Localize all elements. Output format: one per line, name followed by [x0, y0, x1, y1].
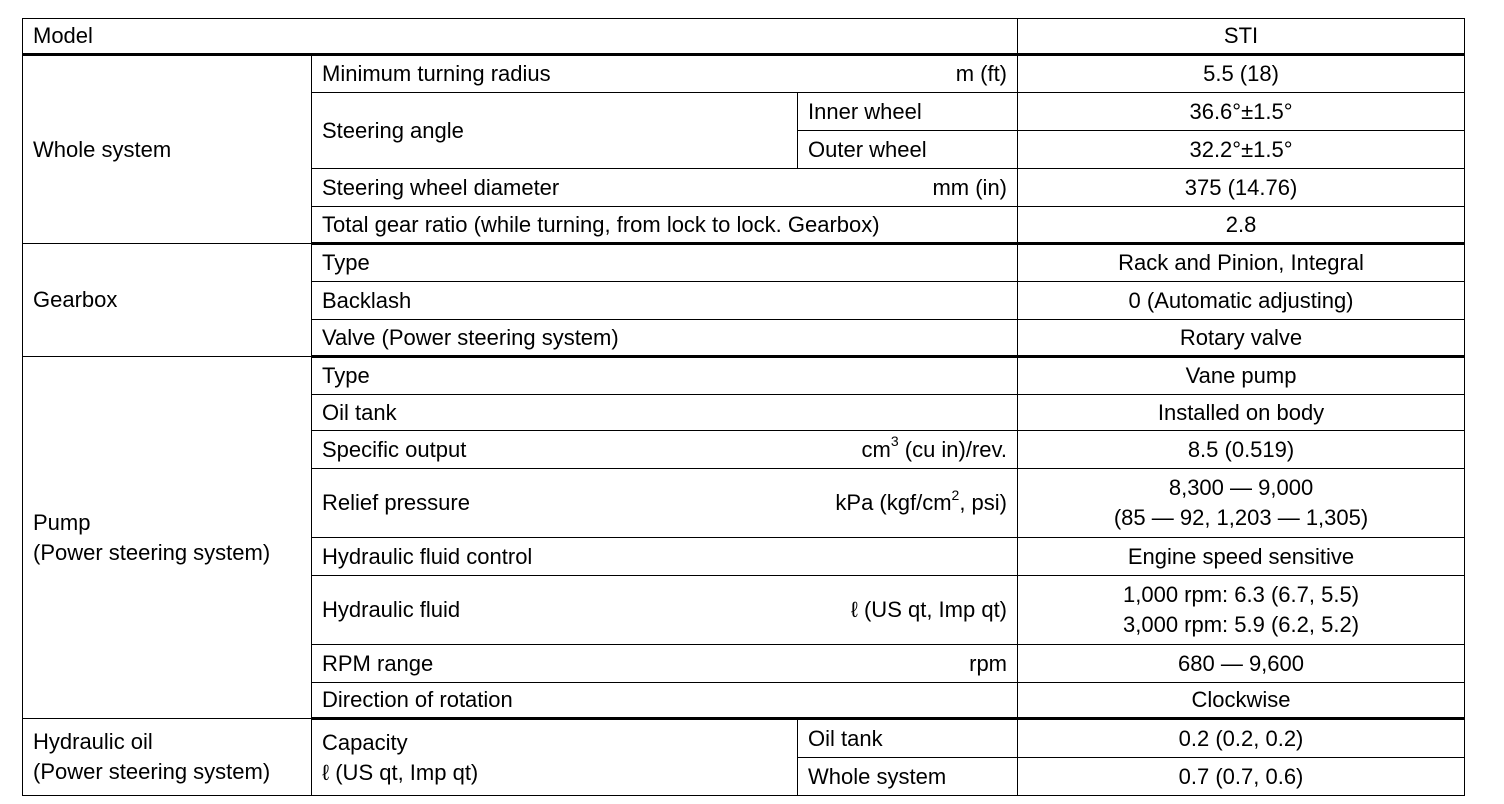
cell-value: Rack and Pinion, Integral — [1018, 244, 1465, 282]
group-whole-system: Whole system — [23, 55, 312, 244]
table-row — [23, 719, 1465, 758]
table-row — [23, 244, 1465, 282]
steering-spec-table — [22, 18, 1465, 796]
row-label: RPM range rpm — [312, 645, 1018, 683]
unit-label: rpm — [969, 650, 1008, 676]
group-hydraulic-oil: Hydraulic oil (Power steering system) — [23, 719, 312, 796]
row-label: Relief pressure kPa ($kgf/cm^2$, psi) — [312, 469, 1018, 538]
row-label: Backlash — [312, 282, 1018, 320]
cell-value: 1,000 rpm: 6.3 (6.7, 5.5) 3,000 rpm: 5.9 (6.2, 5.2) — [1018, 576, 1465, 645]
cell-value: 8,300 — 9,000 (85 — 92, 1,203 — 1,305) — [1018, 469, 1465, 538]
row-label: Type — [312, 244, 1018, 282]
cell-value: 375 (14.76) — [1018, 169, 1465, 207]
cell-value: Installed on body — [1018, 395, 1465, 431]
cell-value: 0 (Automatic adjusting) — [1018, 282, 1465, 320]
cell-value: 8.5 (0.519) — [1018, 431, 1465, 469]
row-label: Minimum turning radius m (ft) — [312, 55, 1018, 93]
sub-label: Inner wheel — [798, 93, 1018, 131]
cell-value: Engine speed sensitive — [1018, 538, 1465, 576]
row-label: Steering angle — [312, 93, 798, 169]
sub-label: Oil tank — [798, 719, 1018, 758]
cell-value: 36.6°±1.5° — [1018, 93, 1465, 131]
cell-value: 32.2°±1.5° — [1018, 131, 1465, 169]
unit-label: $cm^3$ (cu in)/rev. — [861, 433, 1008, 462]
row-label: Oil tank — [312, 395, 1018, 431]
row-label: Specific output $cm^3$ (cu in)/rev. — [312, 431, 1018, 469]
cell-value: 0.7 (0.7, 0.6) — [1018, 758, 1465, 796]
group-pump: Pump (Power steering system) — [23, 357, 312, 719]
model-label: Model — [23, 19, 1018, 55]
table-row — [23, 19, 1465, 55]
unit-label: m (ft) — [955, 61, 1008, 86]
group-gearbox: Gearbox — [23, 244, 312, 357]
row-label-capacity: Capacity ℓ (US qt, Imp qt) — [312, 719, 798, 796]
row-label: Hydraulic fluid control — [312, 538, 1018, 576]
sub-label: Whole system — [798, 758, 1018, 796]
table-row — [23, 357, 1465, 395]
table-row — [23, 55, 1465, 93]
cell-value: Vane pump — [1018, 357, 1465, 395]
cell-value: 0.2 (0.2, 0.2) — [1018, 719, 1465, 758]
unit-label: kPa ($kgf/cm^2$, psi) — [835, 486, 1008, 515]
row-label: Type — [312, 357, 1018, 395]
row-label: Hydraulic fluid ℓ (US qt, Imp qt) — [312, 576, 1018, 645]
model-value: STI — [1018, 19, 1465, 55]
unit-label: ℓ (US qt, Imp qt) — [850, 597, 1008, 622]
cell-value: Clockwise — [1018, 683, 1465, 719]
row-label: Total gear ratio (while turning, from lock to lock. Gearbox) — [312, 207, 1018, 244]
row-label: Valve (Power steering system) — [312, 320, 1018, 357]
cell-value: Rotary valve — [1018, 320, 1465, 357]
sub-label: Outer wheel — [798, 131, 1018, 169]
row-label: Direction of rotation — [312, 683, 1018, 719]
cell-value: 2.8 — [1018, 207, 1465, 244]
cell-value: 5.5 (18) — [1018, 55, 1465, 93]
unit-label: mm (in) — [932, 174, 1008, 200]
cell-value: 680 — 9,600 — [1018, 645, 1465, 683]
row-label: Steering wheel diameter mm (in) — [312, 169, 1018, 207]
